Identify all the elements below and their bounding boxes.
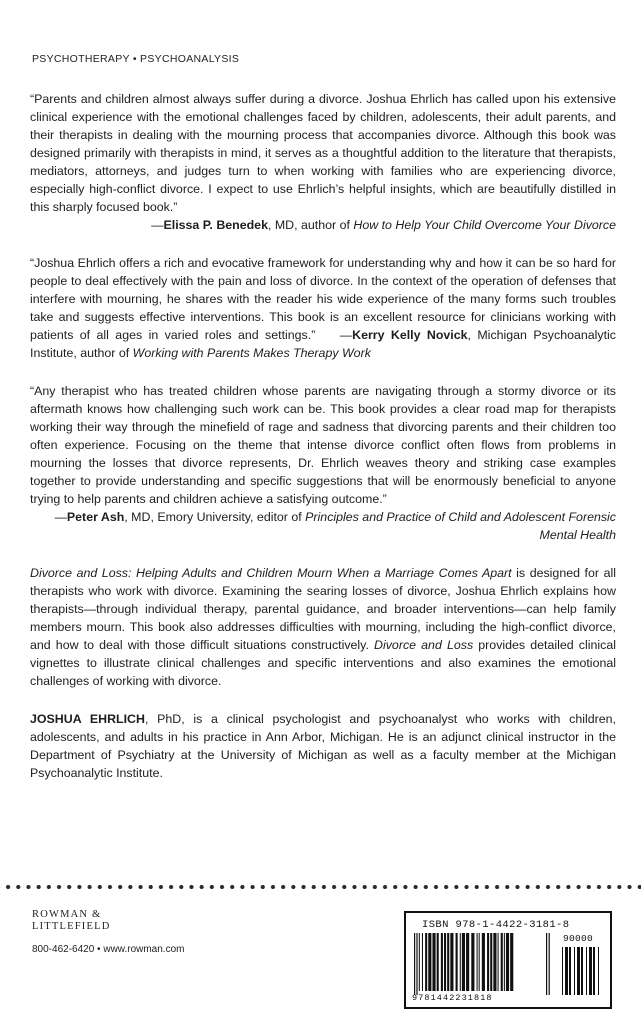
barcode-bar bbox=[428, 933, 431, 991]
publisher-line-2: LITTLEFIELD bbox=[32, 921, 111, 932]
endorser-work: Principles and Practice of Child and Adolescent Forensic Mental Health bbox=[305, 510, 616, 542]
price-code: 90000 bbox=[563, 933, 594, 944]
barcode-bar bbox=[460, 933, 461, 991]
endorser-name: Kerry Kelly Novick bbox=[352, 328, 468, 342]
dotted-divider bbox=[0, 884, 641, 890]
publisher-line-1: ROWMAN & bbox=[32, 909, 102, 920]
book-title: Divorce and Loss: Helping Adults and Children Mourn When a Marriage Comes Apart bbox=[30, 566, 512, 580]
barcode-bar bbox=[589, 947, 592, 995]
barcode-bar bbox=[490, 933, 492, 991]
barcode-bar bbox=[425, 933, 427, 991]
endorsement-attribution: —Elissa P. Benedek, MD, author of How to Help Your Child Overcome Your Divorce bbox=[151, 218, 616, 232]
barcode-bar bbox=[419, 933, 420, 991]
barcode-bar bbox=[562, 947, 563, 995]
barcode-bar bbox=[593, 947, 595, 995]
ean-digits: 9781442231818 bbox=[412, 993, 493, 1003]
barcode-bar bbox=[471, 933, 474, 991]
isbn-text: ISBN 978-1-4422-3181-8 bbox=[422, 919, 570, 931]
barcode-bar bbox=[574, 947, 575, 995]
barcode-bar bbox=[549, 933, 550, 995]
author-name: JOSHUA EHRLICH bbox=[30, 712, 145, 726]
barcode-bar bbox=[569, 947, 571, 995]
barcode-bar bbox=[498, 933, 499, 991]
publisher-contact: 800-462-6420 • www.rowman.com bbox=[32, 944, 185, 955]
endorser-work: How to Help Your Child Overcome Your Divorce bbox=[353, 218, 616, 232]
barcode-bar bbox=[493, 933, 496, 991]
barcode-bar bbox=[466, 933, 469, 991]
barcode-bar bbox=[565, 947, 568, 995]
barcode-bar bbox=[581, 947, 583, 995]
publisher-logo bbox=[32, 909, 111, 933]
endorser-name: Peter Ash bbox=[66, 510, 125, 524]
endorsement bbox=[30, 90, 616, 234]
barcode-bar bbox=[447, 933, 449, 991]
barcode-bar bbox=[422, 933, 423, 991]
endorsement-quote: “Any therapist who has treated children whose parents are navigating through a stormy divorce or its aftermath knows how challenging such work can be. This book provides a clear road map for therapists working their way through the minefield of rage and sadness that divorcing parents and their children too often experience. Focusing on the theme that intense divorce conflict often flows from problems in mourning the losses that divorce represents, Dr. Ehrlich weaves theory and striking case examples together to provide understanding and specific suggestions that will be enormously beneficial to anyone trying to help parents and children achieve a satisfying outcome.” bbox=[30, 384, 616, 506]
book-title-short: Divorce and Loss bbox=[374, 638, 474, 652]
author-bio: JOSHUA EHRLICH, PhD, is a clinical psychologist and psychoanalyst who works with children, adolescents, and adults in his practice in Ann Arbor, Michigan. He is an adjunct clinical instructor in the Department of Psychiatry at the University of Michigan as well as a faculty member at the Michigan Psychoanalytic Institute. bbox=[30, 712, 616, 780]
endorser-name: Elissa P. Benedek bbox=[163, 218, 268, 232]
barcode-bar bbox=[414, 933, 415, 995]
barcode-bar bbox=[441, 933, 443, 991]
publisher-phone: 800-462-6420 bbox=[32, 944, 95, 955]
barcode-bar bbox=[462, 933, 465, 991]
barcode-bar bbox=[577, 947, 580, 995]
back-cover-text bbox=[30, 90, 616, 782]
barcode-bar bbox=[456, 933, 458, 991]
endorser-work: Working with Parents Makes Therapy Work bbox=[132, 346, 371, 360]
barcode-bar bbox=[504, 933, 505, 991]
barcode-bar bbox=[487, 933, 489, 991]
barcode-bar bbox=[510, 933, 513, 991]
barcode-bar bbox=[598, 947, 599, 995]
barcode-bar bbox=[432, 933, 435, 991]
endorsement bbox=[30, 254, 616, 362]
barcode-bar bbox=[450, 933, 453, 991]
barcode-bar bbox=[506, 933, 509, 991]
category-label: PSYCHOTHERAPY • PSYCHOANALYSIS bbox=[32, 53, 240, 65]
barcode-bar bbox=[416, 933, 417, 995]
barcode-bar bbox=[444, 933, 446, 991]
endorsement-attribution: —Peter Ash, MD, Emory University, editor of Principles and Practice of Child and Adolescent Forensic Mental Health bbox=[54, 510, 616, 542]
barcode-bar bbox=[479, 933, 480, 991]
isbn-barcode bbox=[404, 911, 612, 1009]
barcode-bar bbox=[477, 933, 478, 991]
barcode-bar bbox=[546, 933, 547, 995]
publisher-website: www.rowman.com bbox=[103, 944, 185, 955]
barcode-bar bbox=[482, 933, 485, 991]
book-description: Divorce and Loss: Helping Adults and Children Mourn When a Marriage Comes Apart is designed for all therapists who work with divorce. Examining the searing losses of divorce, Joshua Ehrlich explains how therapists—through individual therapy, parental guidance, and broader interventions—can help family members mourn. This book also addresses difficulties with mourning, including the high-conflict divorce, and how to deal with those difficult situations constructively. Divorce and Loss provides detailed clinical vignettes to illustrate clinical challenges and specific interventions and also examines the emotional challenges of working with divorce. bbox=[30, 566, 616, 688]
barcode-bar bbox=[501, 933, 503, 991]
endorsement-quote: “Joshua Ehrlich offers a rich and evocative framework for understanding why and how it can be so hard for people to deal effectively with the pain and loss of divorce. In the context of the operation of defenses that interfere with mourning, he shares with the reader his wide experience of the many forms such troubles take and suggests effective interventions. This book is an excellent resource for clinicians working with patients of all ages in varied roles and settings.” —Kerry Kelly Novick, Michigan Psychoanalytic Institute, author of Working with Parents Makes Therapy Work bbox=[30, 256, 616, 360]
barcode-bar bbox=[586, 947, 587, 995]
endorsement bbox=[30, 382, 616, 544]
endorsement-quote: “Parents and children almost always suffer during a divorce. Joshua Ehrlich has called upon his extensive clinical experience with the emotional challenges faced by children, adolescents, their adult parents, and their therapists in dealing with the mourning process that accompanies divorce. Although this book was designed primarily with therapists in mind, it serves as a thoughtful addition to the literature that therapists, mediators, attorneys, and judges turn to when working with families who are experiencing divorce, especially high-conflict divorce. I expect to use Ehrlich’s helpful insights, which are beautifully distilled in this sharply focused book.” bbox=[30, 92, 616, 214]
barcode-bar bbox=[437, 933, 439, 991]
